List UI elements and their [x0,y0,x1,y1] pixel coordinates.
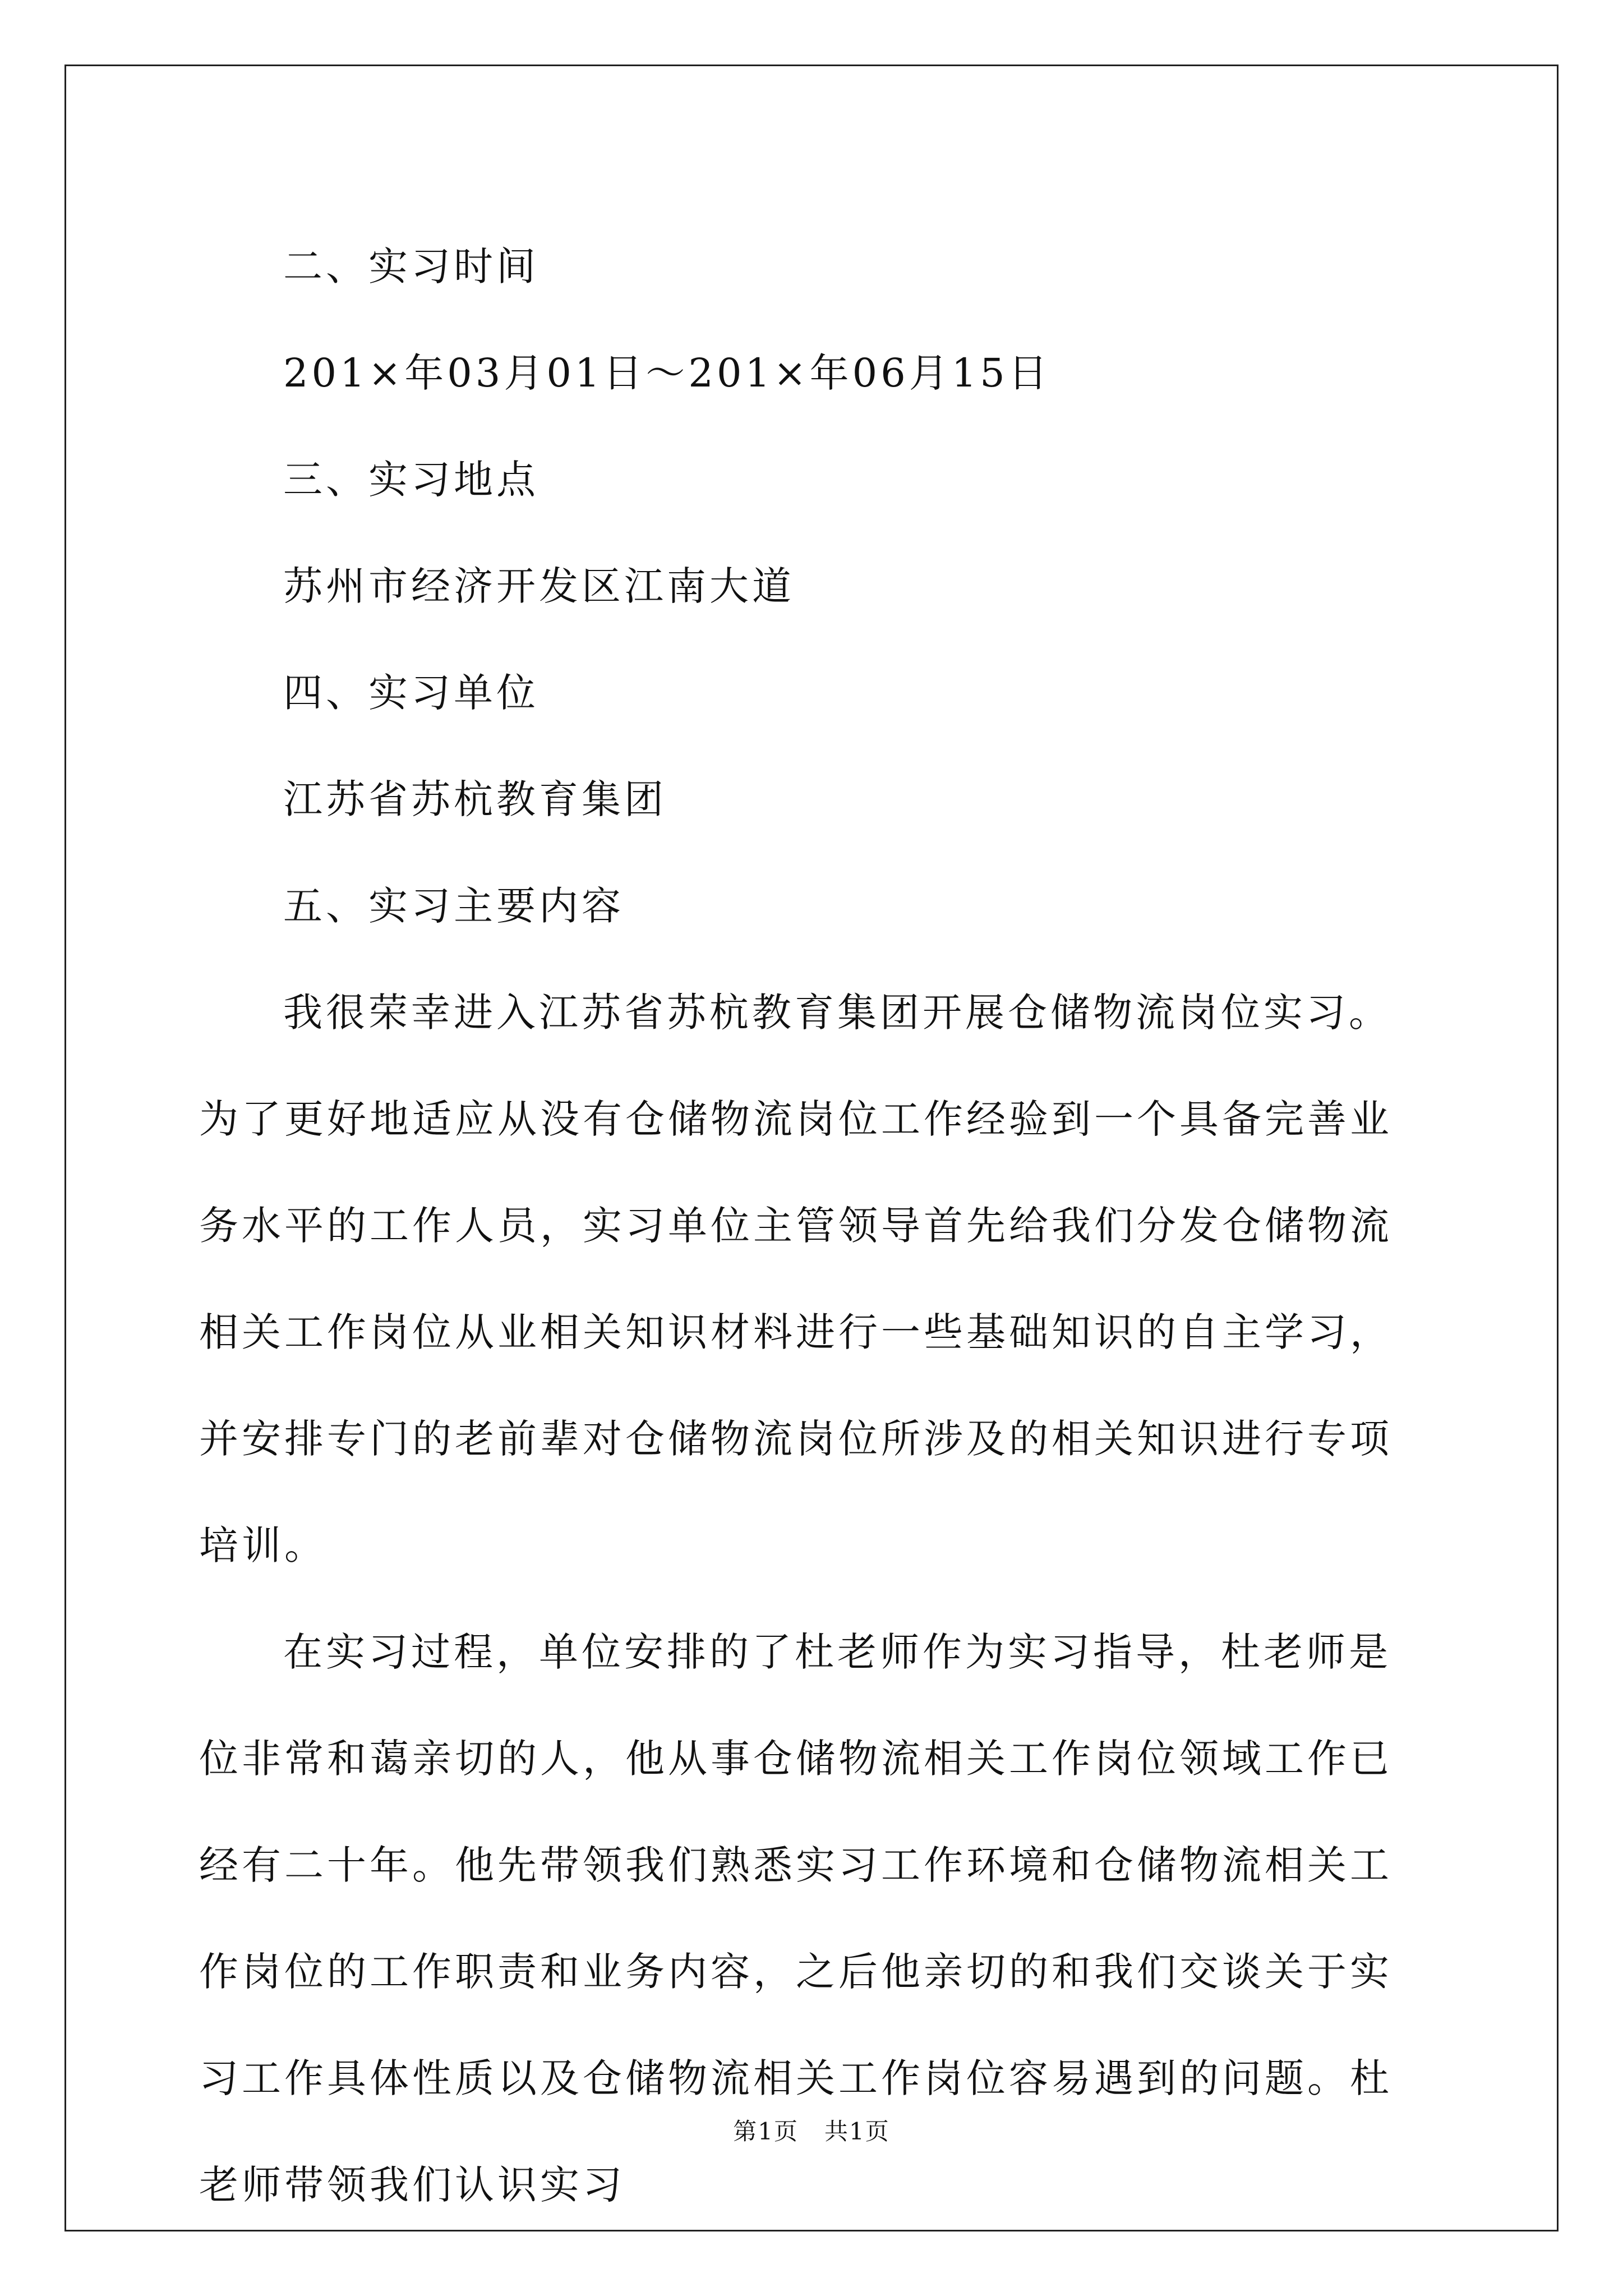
paragraph-mentor: 在实习过程，单位安排的了杜老师作为实习指导，杜老师是位非常和蔼亲切的人，他从事仓储物流相关工作岗位领域工作已经有二十年。他先带领我们熟悉实习工作环境和仓储物流相关工作岗位的工作职责和业务内容，之后他亲切的和我们交谈关于实习工作具体性质以及仓储物流相关工作岗位容易遇到的问题。杜老师带领我们认识实习 [199,1629,1393,2208]
heading-internship-content: 五、实习主要内容 [283,883,624,929]
internship-organization: 江苏省苏杭教育集团 [283,776,667,822]
internship-address: 苏州市经济开发区江南大道 [283,563,795,609]
page-number: 第1页 [733,2118,799,2145]
page-footer [0,2115,1623,2148]
paragraph-intro: 我很荣幸进入江苏省苏杭教育集团开展仓储物流岗位实习。为了更好地适应从没有仓储物流岗位工作经验到一个具备完善业务水平的工作人员，实习单位主管领导首先给我们分发仓储物流相关工作岗位从业相关知识材料进行一些基础知识的自主学习，并安排专门的老前辈对仓储物流岗位所涉及的相关知识进行专项培训。 [199,990,1393,1568]
internship-date-range: 201×年03月01日～201×年06月15日 [283,350,1051,396]
heading-internship-time: 二、实习时间 [283,243,539,289]
document-body [199,213,1427,2238]
heading-internship-location: 三、实习地点 [283,457,539,503]
page-total: 共1页 [824,2118,890,2145]
heading-internship-unit: 四、实习单位 [283,670,539,716]
